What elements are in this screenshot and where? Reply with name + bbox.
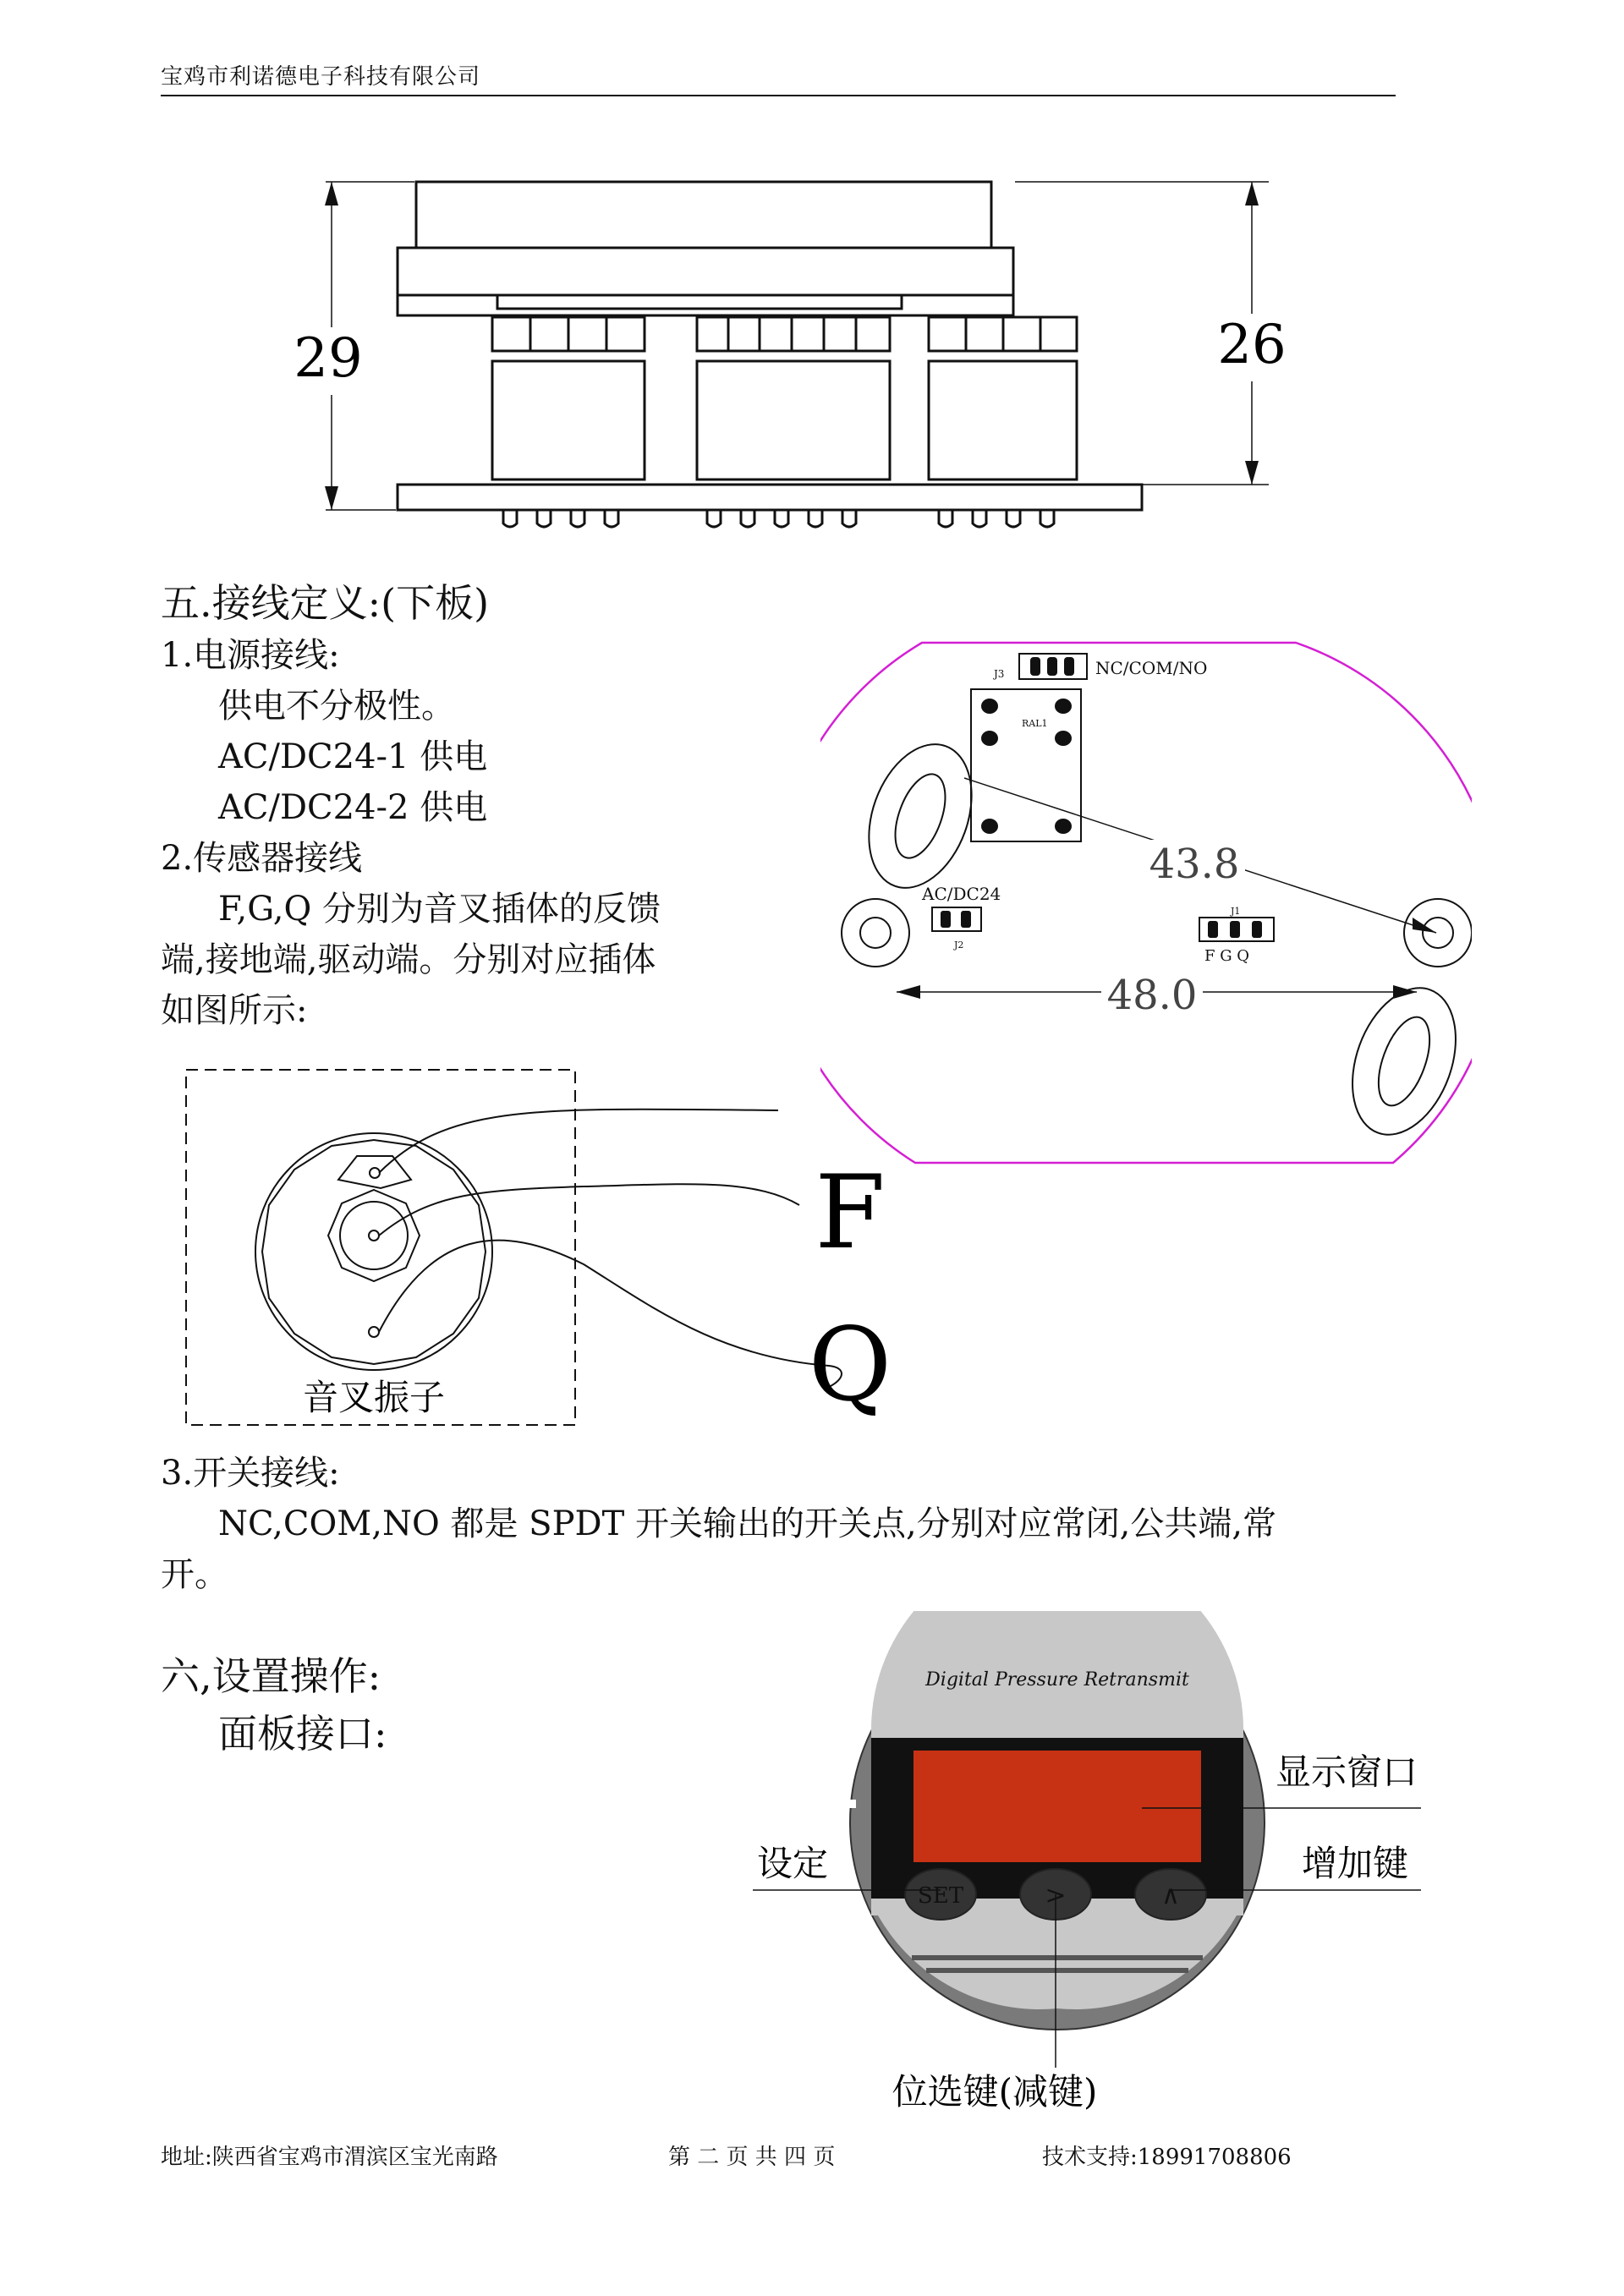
header-rule bbox=[161, 95, 1396, 96]
section5-title: 五.接线定义:(下板) bbox=[161, 580, 490, 626]
pcb-ac-label: AC/DC24 bbox=[922, 884, 1001, 904]
footer-page-number: 第 二 页 共 四 页 bbox=[668, 2145, 836, 2170]
pcb-j1-ref: J1 bbox=[1231, 906, 1241, 917]
up-button-label: ∧ bbox=[1161, 1881, 1180, 1910]
pcb-j2-ref: J2 bbox=[954, 940, 964, 951]
sensor-heading: 2.传感器接线 bbox=[161, 839, 363, 878]
power-line-2: AC/DC24-1 供电 bbox=[218, 737, 488, 776]
dim-43-8: 43.8 bbox=[1149, 841, 1240, 888]
panel-brand: Digital Pressure Retransmit bbox=[925, 1669, 1189, 1690]
pcb-relay-ref: RAL1 bbox=[1022, 718, 1048, 729]
tuning-fork-diagram bbox=[178, 1061, 922, 1450]
label-set: 设定 bbox=[756, 1843, 829, 1884]
switch-line-1: NC,COM,NO 都是 SPDT 开关输出的开关点,分别对应常闭,公共端,常 bbox=[218, 1504, 1277, 1543]
section6-title: 六,设置操作: bbox=[161, 1653, 381, 1699]
dim-26: 26 bbox=[1217, 314, 1287, 376]
fork-label-f: F bbox=[815, 1154, 886, 1272]
footer-support: 技术支持:18991708806 bbox=[1042, 2145, 1292, 2170]
power-line-3: AC/DC24-2 供电 bbox=[218, 788, 488, 827]
sensor-line-1: F,G,Q 分别为音叉插体的反馈 bbox=[218, 890, 661, 929]
side-dimension-drawing bbox=[288, 165, 1303, 541]
label-add: 增加键 bbox=[1301, 1843, 1409, 1884]
sensor-line-3: 如图所示: bbox=[161, 991, 308, 1030]
power-line-1: 供电不分极性。 bbox=[218, 687, 455, 726]
pcb-j3-ref: J3 bbox=[994, 668, 1005, 680]
pcb-j3-label: NC/COM/NO bbox=[1095, 658, 1208, 678]
pcb-fgq-label: F G Q bbox=[1204, 947, 1250, 965]
power-heading: 1.电源接线: bbox=[161, 636, 340, 675]
label-display: 显示窗口 bbox=[1275, 1751, 1418, 1793]
dim-48-0: 48.0 bbox=[1106, 972, 1198, 1019]
set-button-label: SET bbox=[917, 1883, 964, 1909]
company-header: 宝鸡市利诺德电子科技有限公司 bbox=[161, 64, 481, 90]
switch-heading: 3.开关接线: bbox=[161, 1454, 340, 1493]
fork-caption: 音叉振子 bbox=[302, 1377, 446, 1418]
switch-line-2: 开。 bbox=[161, 1555, 228, 1594]
fork-label-q: Q bbox=[808, 1307, 892, 1424]
dim-29: 29 bbox=[294, 327, 363, 390]
display-window bbox=[914, 1751, 1201, 1862]
sensor-line-2: 端,接地端,驱动端。分别对应插体 bbox=[161, 940, 656, 979]
panel-diagram bbox=[744, 1611, 1438, 2118]
footer-address: 地址:陕西省宝鸡市渭滨区宝光南路 bbox=[161, 2145, 498, 2170]
section6-subtitle: 面板接口: bbox=[218, 1711, 387, 1756]
label-shift: 位选键(减键) bbox=[892, 2071, 1098, 2112]
shift-button-label: > bbox=[1045, 1881, 1067, 1910]
